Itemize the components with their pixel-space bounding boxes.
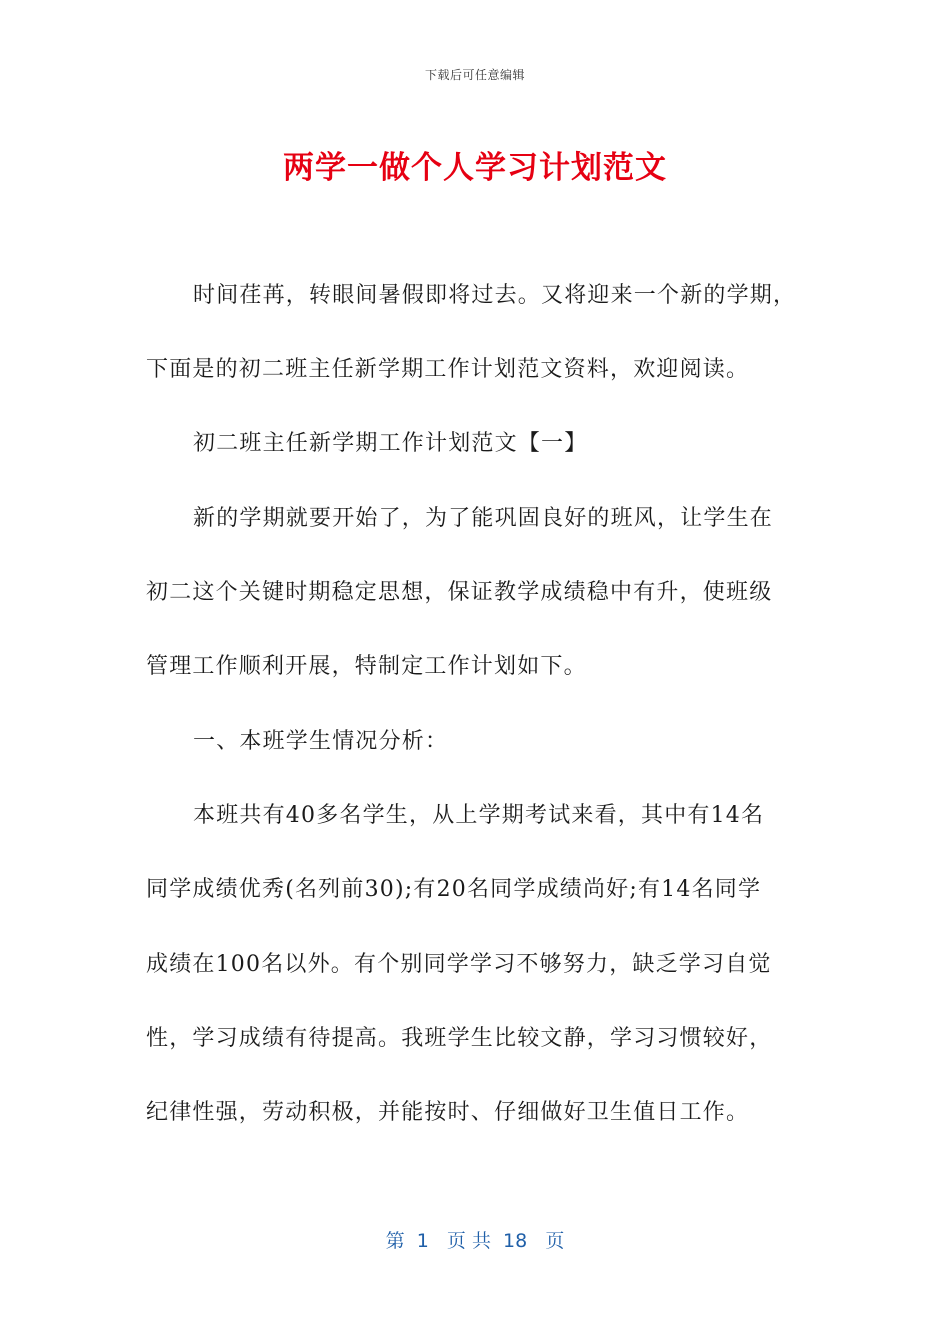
body-line: 初二这个关键时期稳定思想，保证教学成绩稳中有升，使班级	[146, 580, 773, 605]
body-line: 性，学习成绩有待提高。我班学生比较文静，学习习惯较好，	[146, 1026, 773, 1051]
document-title: 两学一做个人学习计划范文	[283, 150, 667, 186]
page-header-note: 下载后可任意编辑	[424, 68, 525, 82]
section-heading: 一、本班学生情况分析：	[193, 729, 449, 754]
page-number-footer: 第 1 页 共 18 页	[385, 1230, 565, 1252]
body-line: 新的学期就要开始了，为了能巩固良好的班风，让学生在	[193, 506, 774, 531]
body-line: 下面是的初二班主任新学期工作计划范文资料，欢迎阅读。	[146, 357, 750, 382]
body-line: 同学成绩优秀(名列前30);有20名同学成绩尚好;有14名同学	[146, 877, 762, 902]
body-line: 成绩在100名以外。有个别同学学习不够努力，缺乏学习自觉	[146, 952, 772, 977]
section-heading: 初二班主任新学期工作计划范文【一】	[193, 431, 588, 456]
body-line: 本班共有40多名学生，从上学期考试来看，其中有14名	[193, 803, 765, 828]
body-line: 纪律性强，劳动积极，并能按时、仔细做好卫生值日工作。	[146, 1100, 750, 1125]
body-line: 管理工作顺利开展，特制定工作计划如下。	[146, 654, 587, 679]
body-line: 时间荏苒，转眼间暑假即将过去。又将迎来一个新的学期，	[193, 283, 797, 308]
